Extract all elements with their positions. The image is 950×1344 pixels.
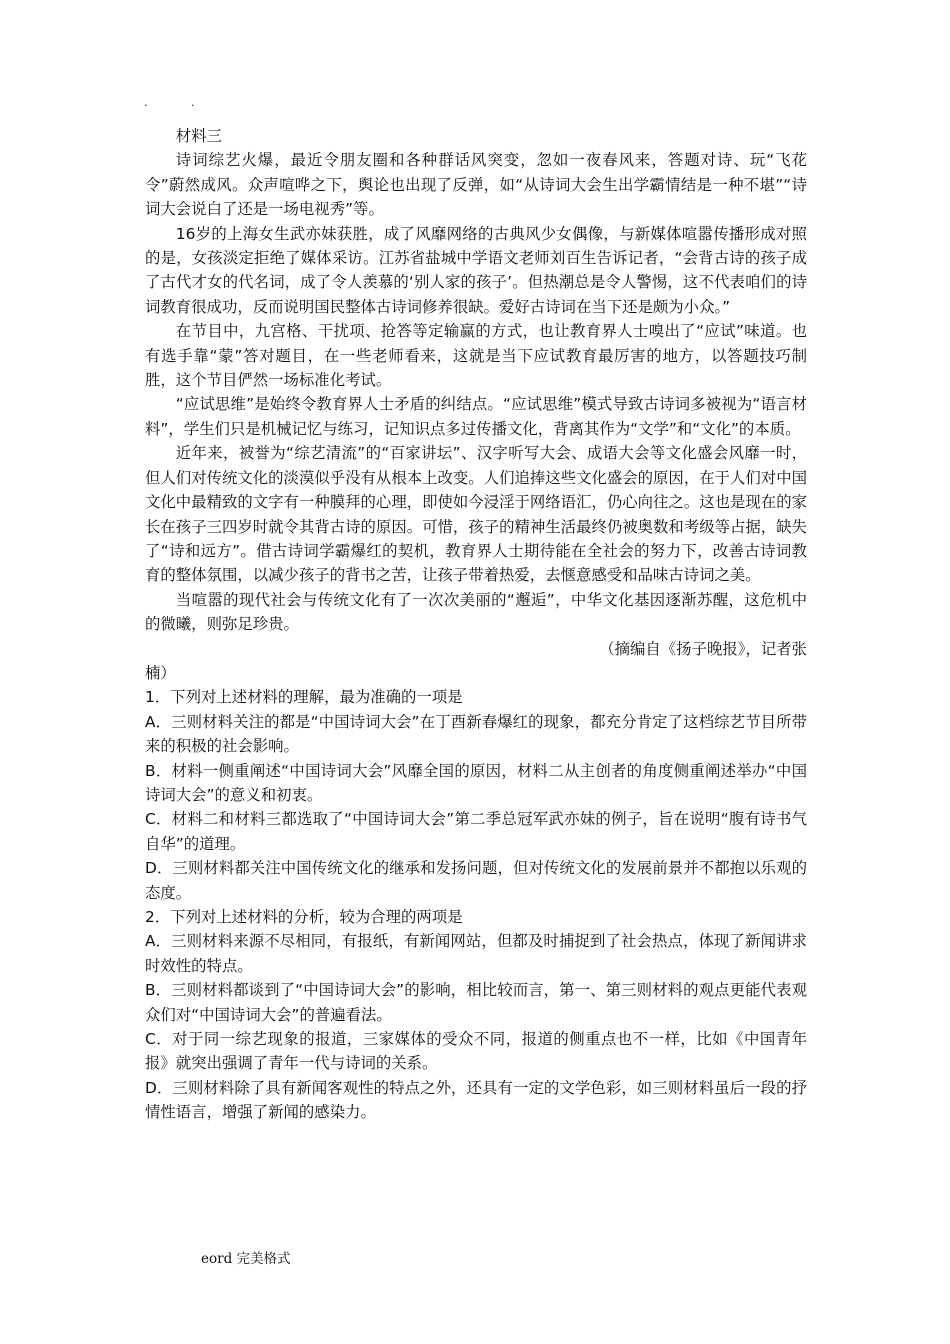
question-option: D．三则材料都关注中国传统文化的继承和发扬问题，但对传统文化的发展前景并不都抱以乐观的态度。 xyxy=(145,859,807,902)
header-dot: . xyxy=(144,96,148,109)
paragraph: 在节目中，九宫格、干扰项、抢答等定输赢的方式，也让教育界人士嗅出了“应试”味道。也有选手靠“蒙”答对题目，在一些老师看来，这就是当下应试教育最厉害的地方，以答题技巧制胜，这个节目俨然一场标准化考试。 xyxy=(145,322,807,390)
paragraph: “应试思维”是始终令教育界人士矛盾的纠结点。“应试思维”模式导致古诗词多被视为“语言材料”，学生们只是机械记忆与练习，记知识点多过传播文化，背离其作为“文学”和“文化”的本质。 xyxy=(145,395,807,438)
question-option: C．对于同一综艺现象的报道，三家媒体的受众不同，报道的侧重点也不一样，比如《中国青年报》就突出强调了青年一代与诗词的关系。 xyxy=(145,1030,807,1073)
question-option: A．三则材料来源不尽相同，有报纸，有新闻网站，但都及时捕捉到了社会热点，体现了新闻讲求时效性的特点。 xyxy=(145,932,807,975)
question-option: B．材料一侧重阐述“中国诗词大会”风靡全国的原因，材料二从主创者的角度侧重阐述举办“中国诗词大会”的意义和初衷。 xyxy=(145,761,807,804)
page-footer: eord 完美格式 xyxy=(201,1251,291,1267)
question-option: D．三则材料除了具有新闻客观性的特点之外，还具有一定的文学色彩，如三则材料虽后一段的抒情性语言，增强了新闻的感染力。 xyxy=(145,1078,807,1122)
question-option: B．三则材料都谈到了“中国诗词大会”的影响，相比较而言，第一、第三则材料的观点更能代表观众们对“中国诗词大会”的普遍看法。 xyxy=(145,981,807,1024)
question-stem: 1．下列对上述材料的理解，最为准确的一项是 xyxy=(145,688,463,707)
header-dots xyxy=(144,96,195,109)
source-citation-end: 楠） xyxy=(145,663,176,682)
question-option: A．三则材料关注的都是“中国诗词大会”在丁酉新春爆红的现象，都充分肯定了这档综艺节目所带来的积极的社会影响。 xyxy=(145,712,807,756)
paragraph: 当喧嚣的现代社会与传统文化有了一次次美丽的“邂逅”，中华文化基因逐渐苏醒，这危机中的微曦，则弥足珍贵。 xyxy=(145,590,807,634)
header-dot: . xyxy=(191,96,195,109)
paragraph: 诗词综艺火爆，最近令朋友圈和各种群话风突变，忽如一夜春风来，答题对诗、玩“飞花令”蔚然成风。众声喧哗之下，舆论也出现了反弹，如“从诗词大会生出学霸情结是一种不堪”“诗词大会说白了还是一场电视秀”等。 xyxy=(145,151,807,219)
paragraph: 16岁的上海女生武亦妹获胜，成了风靡网络的古典风少女偶像，与新媒体喧嚣传播形成对照的是，女孩淡定拒绝了媒体采访。江苏省盐城中学语文老师刘百生告诉记者，“会背古诗的孩子成了古代才女的代名词，成了令人羡慕的‘别人家的孩子’。但热潮总是令人警惕，这不代表咱们的诗词教育很成功，反而说明国民整体古诗词修养很缺。爱好古诗词在当下还是颇为小众。” xyxy=(145,224,807,316)
question-option: C．材料二和材料三都选取了“中国诗词大会”第二季总冠军武亦妹的例子，旨在说明“腹有诗书气自华”的道理。 xyxy=(145,810,807,853)
material-title: 材料三 xyxy=(175,127,222,145)
question-stem: 2．下列对上述材料的分析，较为合理的两项是 xyxy=(145,908,463,926)
source-citation: （摘编自《扬子晚报》，记者张 xyxy=(599,639,807,658)
document-body xyxy=(145,124,807,1125)
paragraph: 近年来，被誉为“综艺清流”的“百家讲坛”、汉字听写大会、成语大会等文化盛会风靡一时，但人们对传统文化的淡漠似乎没有从根本上改变。人们追捧这些文化盛会的原因，在于人们对中国文化中最精致的文字有一种膜拜的心理，即使如今浸淫于网络语汇，仍心向往之。这也是现在的家长在孩子三四岁时就令其背古诗的原因。可惜，孩子的精神生活最终仍被奥数和考级等占据，缺失了“诗和远方”。借古诗词学霸爆红的契机，教育界人士期待能在全社会的努力下，改善古诗词教育的整体氛围，以减少孩子的背书之苦，让孩子带着热爱，去惬意感受和品味古诗词之美。 xyxy=(145,444,807,585)
